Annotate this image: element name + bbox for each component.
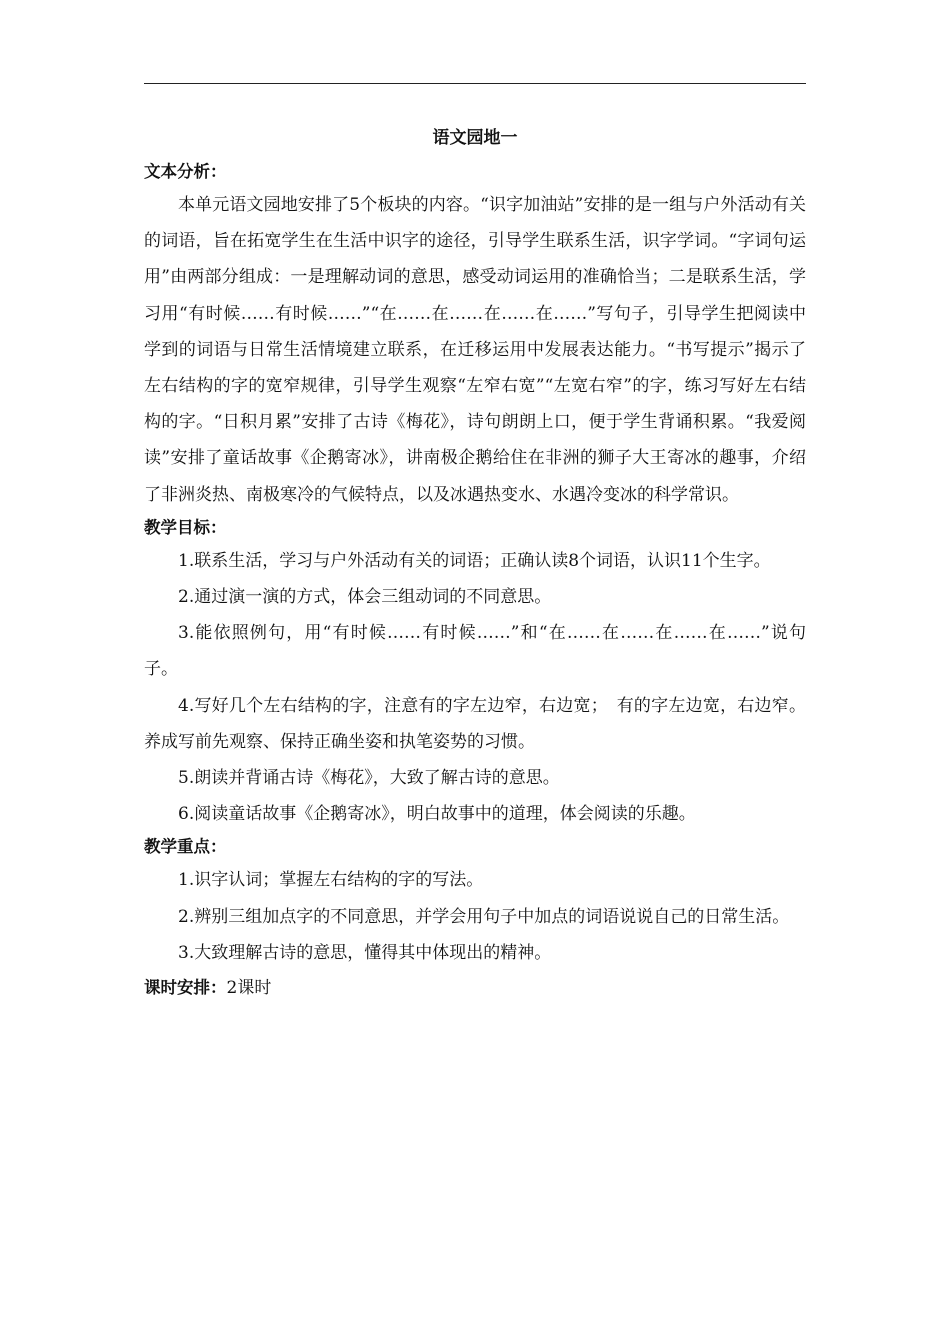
goal-item: 4.写好几个左右结构的字，注意有的字左边窄，右边宽； 有的字左边宽，右边窄。养成写前先观察、保持正确坐姿和执笔姿势的习惯。	[144, 695, 806, 752]
keypoints-section	[144, 832, 806, 971]
schedule-value: 2课时	[226, 978, 272, 999]
header-rule	[144, 83, 806, 84]
goals-heading: 教学目标：	[144, 517, 227, 537]
goal-item: 1.联系生活，学习与户外活动有关的词语；正确认读8个词语，认识11个生字。	[178, 550, 771, 571]
document-body	[144, 157, 806, 1003]
page-title: 语文园地一	[432, 128, 518, 148]
keypoint-item: 3.大致理解古诗的意思，懂得其中体现出的精神。	[178, 942, 552, 963]
analysis-heading: 文本分析：	[144, 162, 227, 181]
goal-item: 5.朗读并背诵古诗《梅花》，大致了解古诗的意思。	[178, 768, 560, 789]
keypoints-heading: 教学重点：	[144, 837, 227, 857]
keypoint-item: 1.识字认词；掌握左右结构的字的写法。	[178, 870, 484, 891]
analysis-section	[144, 157, 806, 513]
keypoint-item: 2.辨别三组加点字的不同意思，并学会用句子中加点的词语说说自己的日常生活。	[178, 906, 790, 927]
goals-section	[144, 513, 806, 833]
goal-item: 2.通过演一演的方式，体会三组动词的不同意思。	[178, 587, 552, 608]
analysis-paragraph: 本单元语文园地安排了5个板块的内容。“识字加油站”安排的是一组与户外活动有关的词语，旨在拓宽学生在生活中识字的途径，引导学生联系生活，识字学词。“字词句运用”由两部分组成：一是理解动词的意思，感受动词运用的准确恰当；二是联系生活，学习用“有时候……有时候……”“在……在……在……在……”写句子，引导学生把阅读中学到的词语与日常生活情境建立联系，在迁移运用中发展表达能力。“书写提示”揭示了左右结构的字的宽窄规律，引导学生观察“左窄右宽”“左宽右窄”的字，练习写好左右结构的字。“日积月累”安排了古诗《梅花》，诗句朗朗上口，便于学生背诵积累。“我爱阅读”安排了童话故事《企鹅寄冰》，讲南极企鹅给住在非洲的狮子大王寄冰的趣事，介绍了非洲炎热、南极寒冷的气候特点，以及冰遇热变水、水遇冷变冰的科学常识。	[144, 195, 806, 505]
goal-item: 3.能依照例句，用“有时候……有时候……”和“在……在……在……在……”说句子。	[144, 623, 806, 680]
schedule-label: 课时安排：	[144, 978, 227, 998]
schedule-line	[144, 973, 806, 1003]
goal-item: 6.阅读童话故事《企鹅寄冰》，明白故事中的道理，体会阅读的乐趣。	[178, 804, 696, 825]
